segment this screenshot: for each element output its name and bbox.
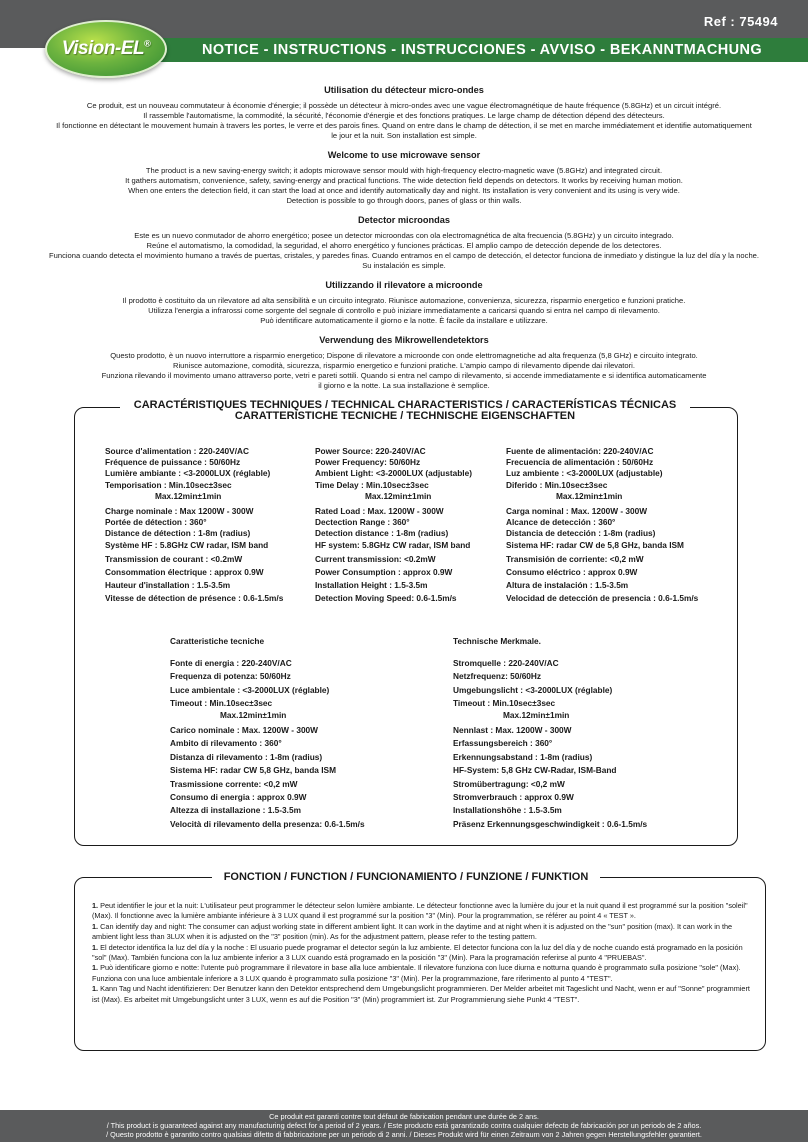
intro-section-de [30,335,778,391]
spec-line: Luce ambientale : <3-2000LUX (réglable) [170,684,330,695]
intro-line: Su instalación es simple. [362,261,446,270]
spec-line: Stromquelle : 220-240V/AC [453,658,559,669]
spec-line: Transmisión de corriente: <0,2 mW [506,553,644,564]
spec-line: Consommation électrique : approx 0.9W [105,567,264,578]
function-paragraph-en: 1. Can identify day and night: The consumer can adjust working state in different ambient light. It can work in the daytime and at night when it is adjusted on the "sun" position (max). It can work in the ambient light less than 3LUX when it is adjusted on the "3" position (min). As for the adjustment pattern, please refer to the testing pattern. [92,921,733,942]
function-paragraph-fr: 1. Peut identifier le jour et la nuit: L'utilisateur peut programmer le détecteur selon lumière ambiante. Le détecteur fonctionne avec la lumière du jour et la nuit quand il est programmé sur la position "soleil" (Max). Il fonctionne avec la lumière ambiante inférieure à 3 LUX quand il est programmé sur la position "3" (Min). Pour la programmation, se référer au point 4 « TEST ». [92,901,748,921]
intro-line: Ce produit, est un nouveau commutateur à économie d'énergie; il possède un détecteur à micro-ondes avec une vague électromagnétique de haute fréquence (5.8GHz) et un circuit intégré. [86,101,722,110]
spec-column-fr [105,446,283,605]
spec-line: Fréquence de puissance : 50/60Hz [105,457,241,468]
function-paragraph-de: 1. Kann Tag und Nacht identifizieren: Der Benutzer kann den Detektor entsprechend dem Umgebungslicht programmieren. Der Melder arbeitet mit Tageslicht und Nacht, wenn er auf "Sonne" programmiert ist (Max). Es arbeitet mit Umgebungslicht unter 3 LUX, wenn es auf die Position "3" (Min) programmiert ist. Zur Programmierung siehe Punkt 4 "TEST". [92,984,750,1004]
intro-title: Welcome to use microwave sensor [327,150,481,160]
intro-line: Il fonctionne en détectant le mouvement humain à travers les portes, le verre et des parois fines. Quand on entre dans le champ de détection, il se met en marche immédiatement et identifie automatiquement [56,121,752,130]
spec-line: Präsenz Erkennungsgeschwindigkeit : 0.6-1.5m/s [453,818,648,829]
spec-line: Ambito di rilevamento : 360° [170,738,282,749]
spec-line: HF system: 5.8GHz CW radar, ISM band [315,539,471,550]
spec-line: Carga nominal : Max. 1200W - 300W [506,506,648,517]
intro-line: il giorno e la notte. La sua installazione è semplice. [318,381,490,390]
spec-line: Velocità di rilevamento della presenza: 0.6-1.5m/s [170,818,365,829]
characteristics-title-line: CARACTÉRISTIQUES TECHNIQUES / TECHNICAL CHARACTERISTICS / CARACTERÍSTICAS TÉCNICAS [133,399,677,411]
spec-line: Système HF : 5.8GHz CW radar, ISM band [105,539,269,550]
intro-line: Detection is possible to go through doors, panes of glass or thin walls. [286,196,522,205]
intro-line: Il rassemble l'automatisme, la commodité, la sécurité, l'économie d'énergie et des fonctions pratiques. Le large champ de détection dépend des détecteurs. [143,111,665,120]
spec-line: Timeout : Min.10sec±3sec [453,697,556,708]
document-title-bar [130,38,808,62]
spec-line: Hauteur d'installation : 1.5-3.5m [105,580,231,591]
function-paragraph-es: 1. El detector identifica la luz del día y la noche : El usuario puede programar el detector según la luz ambiente. El detector funciona con la luz del día y de noche cuando está programado en la posición "sol" (Max). También funciona con la luz ambiente inferior a 3 LUX cuando está programado en la posición "3" (Min). Para la programación referirse al punto 4 "PRUEBAS". [92,942,743,963]
spec-column-es [506,446,698,605]
intro-line: The product is a new saving-energy switch; it adopts microwave sensor mould with high-frequency electro-magnetic wave (5.8GHz) and integrated circuit. [145,166,663,175]
spec-line: Stromverbrauch : approx 0.9W [453,792,574,803]
spec-line: Velocidad de detección de presencia : 0.6-1.5m/s [506,593,699,604]
spec-line: Altezza di installazione : 1.5-3.5m [170,805,301,816]
spec-line: Frequenza di potenza: 50/60Hz [170,671,291,682]
intro-line: Questo prodotto, è un nuovo interruttore a risparmio energetico; Dispone di rilevatore a microonde con onde elettromagnetiche ad alta frequenza (5,8 GHz) e circuito integrato. [110,351,698,360]
spec-column-de [453,636,647,830]
intro-title: Utilizzando il rilevatore a microonde [325,280,483,290]
spec-line: Transmission de courant : <0.2mW [105,553,243,564]
intro-section-en [30,150,778,206]
spec-line: Diferido : Min.10sec±3sec [506,479,608,490]
spec-column-it [170,636,365,830]
spec-line: Consumo di energia : approx 0.9W [170,792,307,803]
spec-line: Trasmissione corrente: <0,2 mW [170,779,298,790]
intro-line: Reúne el automatismo, la comodidad, la seguridad, el ahorro energético y funciones prácticas. El amplio campo de detección depende de los detectores. [146,241,662,250]
spec-column-en [315,446,472,605]
spec-line: Max.12min±1min [155,490,222,501]
spec-line: HF-System: 5,8 GHz CW-Radar, ISM-Band [453,764,617,775]
spec-line: Power Consumption : approx 0.9W [315,567,453,578]
intro-line: le jour et la nuit. Son installation est simple. [331,131,477,140]
spec-line: Umgebungslicht : <3-2000LUX (réglable) [453,684,613,695]
spec-line: Distance de détection : 1-8m (radius) [105,528,251,539]
spec-line: Luz ambiente : <3-2000LUX (adjustable) [506,468,663,479]
document-title: NOTICE - INSTRUCTIONS - INSTRUCCIONES - AVVISO - BEKANNTMACHUNG [202,42,763,58]
spec-line: Erfassungsbereich : 360° [453,738,553,749]
spec-line: Max.12min±1min [503,710,570,721]
spec-line: Frecuencia de alimentación : 50/60Hz [506,457,654,468]
spec-line: Current transmission: <0.2mW [315,553,436,564]
characteristics-title [120,400,690,422]
intro-section-es [30,215,778,271]
intro-line: Este es un nuevo conmutador de ahorro energético; posee un detector microondas con ola electromagnética de alta frecuencia (5.8GHz) y un circuito integrado. [134,231,674,240]
spec-line: Fonte di energia : 220-240V/AC [170,658,292,669]
spec-line: Time Delay : Min.10sec±3sec [315,479,429,490]
spec-subtitle: Technische Merkmale. [453,636,541,646]
spec-line: Rated Load : Max. 1200W - 300W [315,506,444,517]
spec-line: Power Frequency: 50/60Hz [315,457,421,468]
spec-line: Stromübertragung: <0,2 mW [453,779,565,790]
reference-number: Ref : 75494 [703,14,778,29]
footer-line: / Questo prodotto è garantito contro qualsiasi difetto di fabbricazione per un periodo di 2 anni. / Dieses Produkt wird für einen Zeitraum von 2 Jahren gegen Herstellungsfehler garantiert. [106,1129,702,1139]
spec-line: Sistema HF: radar CW 5,8 GHz, banda ISM [170,764,336,775]
spec-line: Sistema HF: radar CW de 5,8 GHz, banda ISM [506,539,684,550]
intro-title: Detector microondas [358,215,450,225]
characteristics-title-line: CARATTERISTICHE TECNICHE / TECHNISCHE EIGENSCHAFTEN [234,410,576,422]
spec-line: Power Source: 220-240V/AC [315,446,426,456]
spec-line: Max.12min±1min [220,710,287,721]
spec-line: Max.12min±1min [556,490,623,501]
spec-line: Charge nominale : Max 1200W - 300W [105,506,254,517]
spec-line: Temporisation : Min.10sec±3sec [105,479,232,490]
spec-line: Alcance de detección : 360° [506,517,616,528]
brand-logo [45,20,167,78]
spec-line: Ambient Light: <3-2000LUX (adjustable) [315,468,472,479]
spec-line: Source d'alimentation : 220-240V/AC [105,446,249,456]
intro-line: Funciona cuando detecta el movimiento humano a través de puertas, cristales, y paredes finas. Cuando entramos en el campo de detección, el detector funciona de inmediato y distingue la luz del día y la noche. [48,251,759,260]
intro-section-fr [30,85,778,141]
function-paragraph-it: 1. Può identificare giorno e notte: l'utente può programmare il rilevatore in base alla luce ambientale. Il rilevatore funziona con luce diurna e notturna quando è programmato sulla posizione "sole" (Max). Funziona con una luce ambientale inferiore a 3 LUX quando è programmato sulla posizione "3" (Min). Per la programmazione, fare riferimento al punto 4 "TEST". [92,963,741,983]
intro-sections [30,85,778,400]
footer-warranty [0,1110,808,1142]
spec-line: Max.12min±1min [365,490,432,501]
footer-line: / This product is guaranteed against any manufacturing defect for a period of 2 years. / Este producto está garantizado contra cualquier defecto de fabricación por un periodo de 2 años. [106,1120,702,1130]
spec-line: Timeout : Min.10sec±3sec [170,697,273,708]
spec-line: Lumière ambiante : <3-2000LUX (réglable) [105,468,271,479]
spec-line: Portée de détection : 360° [105,517,207,528]
spec-line: Netzfrequenz: 50/60Hz [453,671,542,682]
spec-line: Installationshöhe : 1.5-3.5m [453,805,562,816]
intro-section-it [30,280,778,326]
spec-line: Detection distance : 1-8m (radius) [315,528,449,539]
spec-line: Nennlast : Max. 1200W - 300W [453,725,572,736]
brand-logo-text: Vision-EL® [61,38,151,59]
intro-line: Utilizza l'energia a infrarossi come sorgente del segnale di controllo e può iniziare immediatamente a caricarsi quando si entra nel campo di rilevamento. [148,306,660,315]
spec-line: Fuente de alimentación: 220-240V/AC [506,446,654,456]
intro-line: Il prodotto è costituito da un rilevatore ad alta sensibilità e un circuito integrato. Riunisce automazione, convenienza, sicurezza, risparmio energetico e funzioni pratiche. [122,296,686,305]
spec-line: Detection Moving Speed: 0.6-1.5m/s [315,593,457,604]
footer-line: Ce produit est garanti contre tout défaut de fabrication pendant une durée de 2 ans. [269,1112,539,1121]
intro-title: Verwendung des Mikrowellendetektors [319,335,489,345]
spec-line: Distanza di rilevamento : 1-8m (radius) [170,751,323,762]
intro-title: Utilisation du détecteur micro-ondes [324,85,484,95]
spec-line: Carico nominale : Max. 1200W - 300W [170,725,319,736]
spec-line: Dectection Range : 360° [315,517,410,528]
spec-line: Installation Height : 1.5-3.5m [315,580,428,591]
intro-line: Può identificare automaticamente il giorno e la notte. È facile da installare e utilizzare. [260,316,548,325]
intro-line: When one enters the detection field, it can start the load at once and identify automatically day and night. Its installation is very convenient and its using is very wide. [128,186,680,195]
spec-line: Distancia de detección : 1-8m (radius) [506,528,656,539]
intro-line: Riunisce automazione, comodità, sicurezza, risparmio energetico e funzioni pratiche. L'ampio campo di rilevamento dipende dai rilevatori. [173,361,635,370]
spec-line: Altura de instalación : 1.5-3.5m [506,580,629,591]
spec-line: Erkennungsabstand : 1-8m (radius) [453,751,593,762]
spec-line: Consumo eléctrico : approx 0.9W [506,567,638,578]
function-title: FONCTION / FUNCTION / FUNCIONAMIENTO / FUNZIONE / FUNKTION [212,871,600,883]
spec-line: Vitesse de détection de présence : 0.6-1.5m/s [105,593,284,604]
intro-line: It gathers automatism, convenience, safety, saving-energy and practical functions. The wide detection field depends on detectors. It works by receiving human motion. [125,176,683,185]
spec-subtitle: Caratteristiche tecniche [170,636,265,646]
function-paragraphs [92,901,752,1005]
intro-line: Funziona rilevando il movimento umano attraverso porte, vetri e pareti sottili. Quando si entra nel campo di rilevamento, si accende immediatamente e si identifica automaticamente [101,371,707,380]
